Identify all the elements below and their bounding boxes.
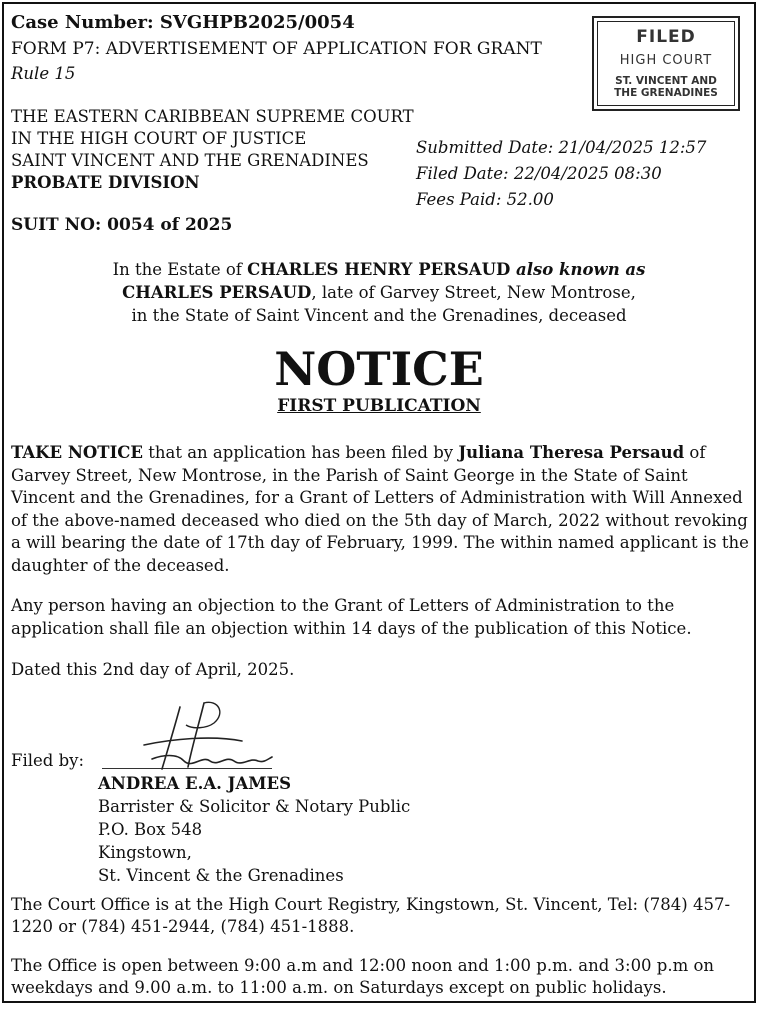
fees-paid: Fees Paid: 52.00 [416, 190, 554, 209]
court-heading [11, 106, 414, 194]
stamp-region-line1: ST. VINCENT AND [615, 75, 717, 87]
court-division: PROBATE DIVISION [11, 173, 200, 192]
filer-details [98, 772, 410, 887]
take-notice-label: TAKE NOTICE [11, 443, 143, 462]
filer-address-2: Kingstown, [98, 843, 192, 862]
filing-dates [416, 135, 706, 213]
deceased-alias: CHARLES PERSAUD [122, 283, 312, 302]
rule-reference: Rule 15 [11, 64, 76, 83]
notice-document [2, 2, 756, 1003]
estate-heading [4, 258, 754, 327]
filer-address-3: St. Vincent & the Grenadines [98, 866, 344, 885]
case-number: Case Number: SVGHPB2025/0054 [11, 12, 355, 33]
filed-date: Filed Date: 22/04/2025 08:30 [416, 164, 662, 183]
notice-paragraph-1 [11, 442, 751, 577]
filed-stamp-inner [597, 21, 735, 106]
handwritten-signature [122, 699, 282, 779]
deceased-name: CHARLES HENRY PERSAUD [247, 260, 511, 279]
submitted-date: Submitted Date: 21/04/2025 12:57 [416, 138, 707, 157]
publication-label: FIRST PUBLICATION [277, 396, 481, 416]
court-line-3: SAINT VINCENT AND THE GRENADINES [11, 151, 369, 170]
suit-number: SUIT NO: 0054 of 2025 [11, 215, 233, 235]
court-office-info: The Court Office is at the High Court Registry, Kingstown, St. Vincent, Tel: (784) 457-1220 or (784) 451-2944, (784) 451-1888. [11, 895, 731, 936]
notice-paragraph-2: Any person having an objection to the Grant of Letters of Administration to the application shall file an objection within 14 days of the publication of this Notice. [11, 596, 692, 638]
filed-by-label: Filed by: [11, 751, 85, 770]
applicant-name: Juliana Theresa Persaud [458, 443, 685, 462]
aka-label: also known as [510, 260, 646, 279]
estate-prefix: In the Estate of [112, 260, 248, 279]
paragraph-text-a: that an application has been filed by [143, 443, 459, 462]
stamp-court-label: HIGH COURT [619, 53, 713, 68]
notice-title: NOTICE [274, 342, 484, 396]
estate-state-line: in the State of Saint Vincent and the Grenadines, deceased [131, 306, 627, 325]
paragraph-text-b: of Garvey Street, New Montrose, in the Parish of Saint George in the State of Saint Vincent and the Grenadines, for a Grant of Letters of Administration with Will Annexed of the above-named deceased who died on the 5th day of March, 2022 without revoking a will bearing the date of 17th day of February, 1999. The within named applicant is the daughter of the deceased. [11, 443, 749, 575]
filer-address-1: P.O. Box 548 [98, 820, 203, 839]
estate-address: , late of Garvey Street, New Montrose, [311, 283, 636, 302]
form-title: FORM P7: ADVERTISEMENT OF APPLICATION FOR GRANT [11, 39, 542, 59]
dated-line: Dated this 2nd day of April, 2025. [11, 660, 295, 679]
filed-stamp [592, 16, 740, 111]
filer-title: Barrister & Solicitor & Notary Public [98, 797, 411, 816]
stamp-filed-label: FILED [636, 27, 696, 47]
court-line-1: THE EASTERN CARIBBEAN SUPREME COURT [11, 107, 414, 126]
office-hours: The Office is open between 9:00 a.m and 12:00 noon and 1:00 p.m. and 3:00 p.m on weekdays and 9.00 a.m. to 11:00 a.m. on Saturdays except on public holidays. [11, 956, 715, 997]
filer-name: ANDREA E.A. JAMES [98, 774, 292, 793]
stamp-region-line2: THE GRENADINES [614, 87, 718, 99]
court-line-2: IN THE HIGH COURT OF JUSTICE [11, 129, 307, 148]
